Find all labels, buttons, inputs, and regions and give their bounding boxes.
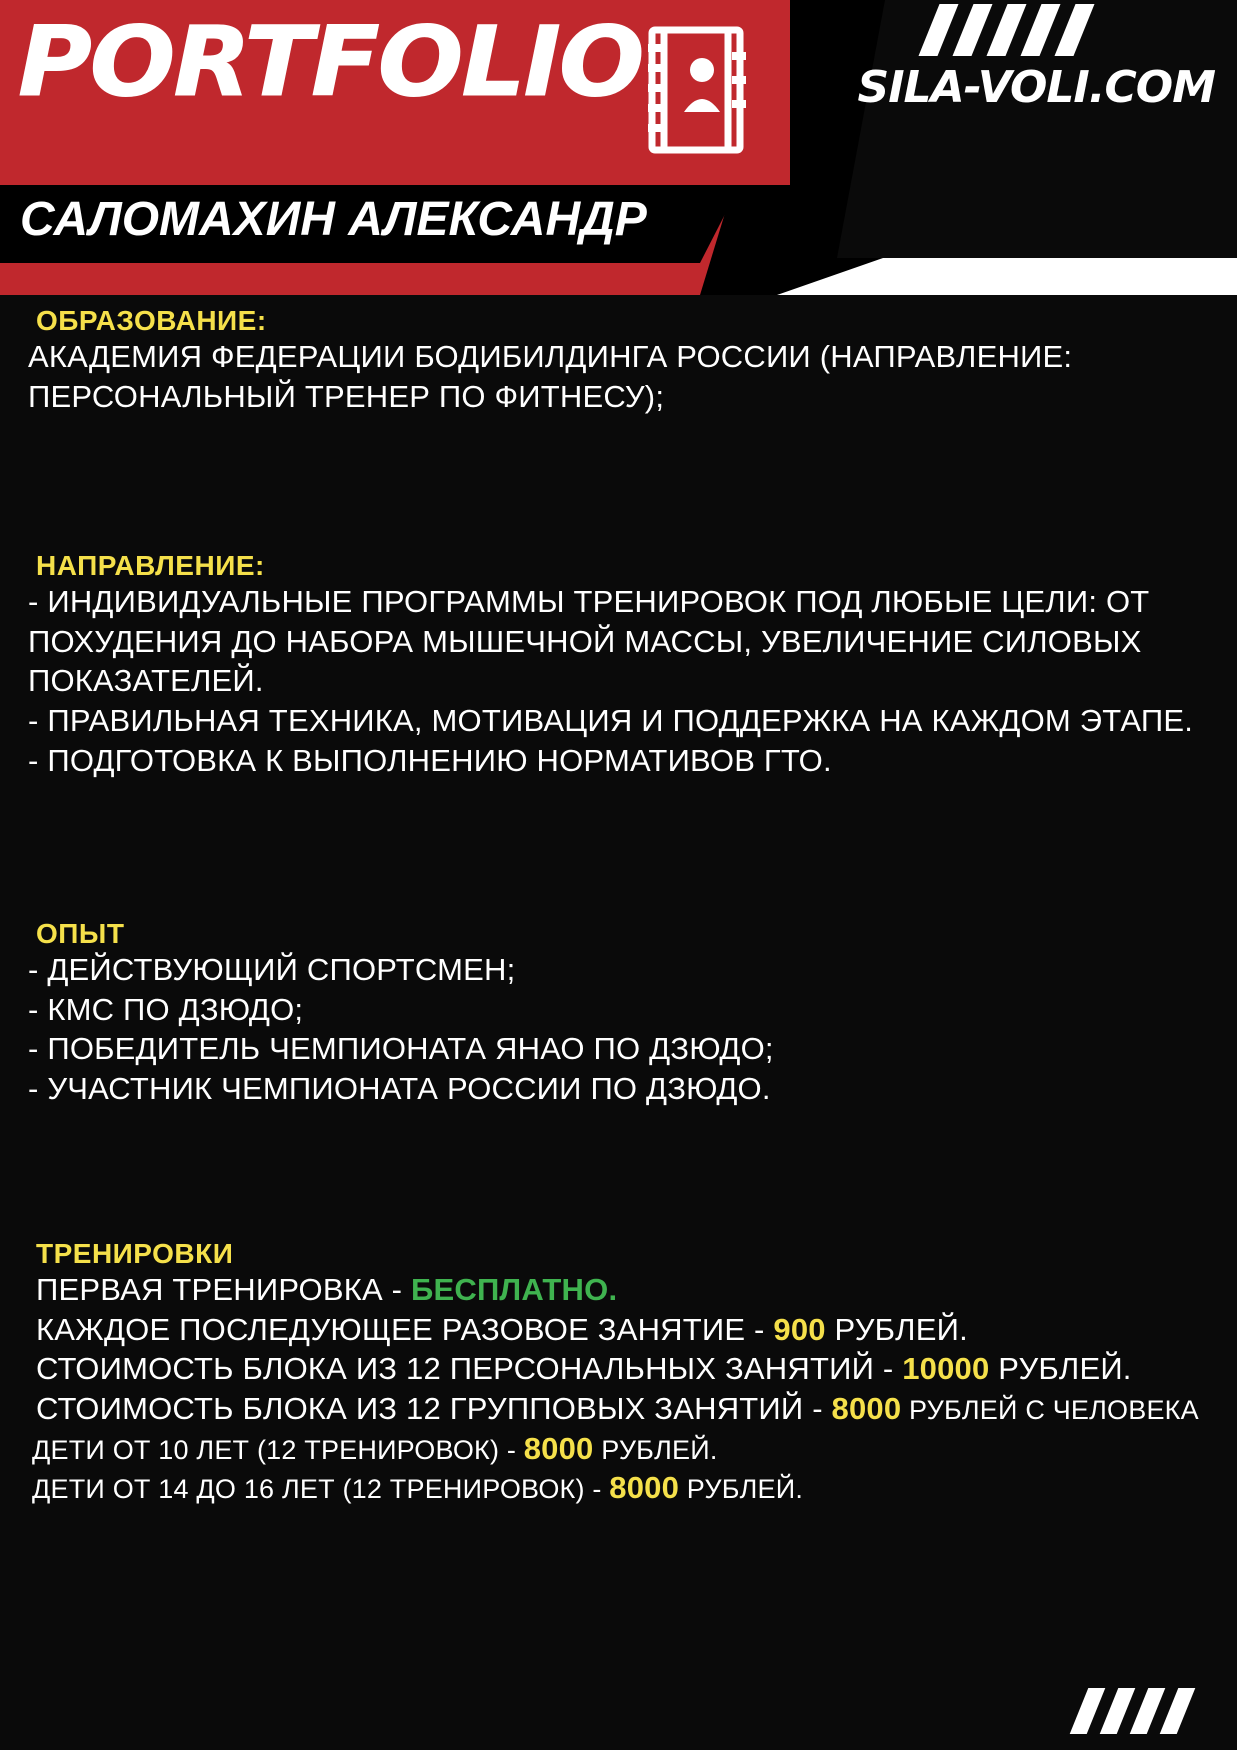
- price-row-before: ПЕРВАЯ ТРЕНИРОВКА -: [36, 1272, 411, 1307]
- price-row-after: РУБЛЕЙ.: [679, 1474, 804, 1505]
- price-row-value: БЕСПЛАТНО.: [411, 1272, 618, 1307]
- price-row-value: 10000: [902, 1351, 990, 1387]
- price-row-value: 8000: [831, 1391, 902, 1427]
- direction-line-4: - ПРАВИЛЬНАЯ ТЕХНИКА, МОТИВАЦИЯ И ПОДДЕРЖКА НА КАЖДОМ ЭТАПЕ.: [28, 703, 1194, 739]
- slash-decoration: [929, 4, 1089, 56]
- price-row: [0, 1310, 1237, 1350]
- education-line-1: АКАДЕМИЯ ФЕДЕРАЦИИ БОДИБИЛДИНГА РОССИИ (НАПРАВЛЕНИЕ:: [28, 339, 1073, 374]
- section-experience: [0, 918, 1237, 1109]
- price-row-value: 8000: [523, 1430, 594, 1466]
- experience-title: ОПЫТ: [36, 918, 125, 949]
- direction-line-2: ПОХУДЕНИЯ ДО НАБОРА МЫШЕЧНОЙ МАССЫ, УВЕЛИЧЕНИЕ СИЛОВЫХ: [28, 623, 1142, 659]
- price-row: [0, 1389, 1237, 1429]
- price-row: [0, 1429, 1237, 1469]
- page-header: [0, 0, 1237, 295]
- experience-line-4: - УЧАСТНИК ЧЕМПИОНАТА РОССИИ ПО ДЗЮДО.: [28, 1071, 771, 1107]
- footer-slash-decoration: [1079, 1688, 1219, 1734]
- price-row-after: РУБЛЕЙ.: [825, 1311, 968, 1347]
- direction-line-5: - ПОДГОТОВКА К ВЫПОЛНЕНИЮ НОРМАТИВОВ ГТО.: [28, 742, 832, 778]
- price-row: [0, 1349, 1237, 1389]
- page-title: PORTFOLIO: [18, 6, 643, 118]
- address-book-icon: [648, 26, 754, 154]
- experience-line-3: - ПОБЕДИТЕЛЬ ЧЕМПИОНАТА ЯНАО ПО ДЗЮДО;: [28, 1031, 774, 1067]
- experience-line-1: - ДЕЙСТВУЮЩИЙ СПОРТСМЕН;: [28, 952, 516, 987]
- section-education: [0, 305, 1237, 416]
- price-row-before: КАЖДОЕ ПОСЛЕДУЮЩЕЕ РАЗОВОЕ ЗАНЯТИЕ -: [36, 1311, 774, 1347]
- direction-title: НАПРАВЛЕНИЕ:: [36, 550, 265, 581]
- training-title: ТРЕНИРОВКИ: [36, 1238, 234, 1269]
- direction-line-1: - ИНДИВИДУАЛЬНЫЕ ПРОГРАММЫ ТРЕНИРОВОК ПОД ЛЮБЫЕ ЦЕЛИ: ОТ: [28, 584, 1150, 619]
- price-row-value: 900: [773, 1311, 826, 1347]
- price-row: [0, 1270, 1237, 1310]
- price-row-before: СТОИМОСТЬ БЛОКА ИЗ 12 ГРУППОВЫХ ЗАНЯТИЙ -: [36, 1391, 832, 1427]
- website-label[interactable]: SILA-VOLI.COM: [857, 62, 1215, 113]
- trainer-name: САЛОМАХИН АЛЕКСАНДР: [20, 193, 647, 246]
- price-row-after: РУБЛЕЙ.: [593, 1434, 718, 1465]
- price-row-value: 8000: [609, 1470, 680, 1506]
- price-row: [0, 1468, 1237, 1508]
- price-row-after: РУБЛЕЙ С ЧЕЛОВЕКА: [901, 1395, 1199, 1426]
- experience-line-2: - КМС ПО ДЗЮДО;: [28, 991, 304, 1027]
- price-row-before: СТОИМОСТЬ БЛОКА ИЗ 12 ПЕРСОНАЛЬНЫХ ЗАНЯТИЙ -: [36, 1351, 903, 1387]
- education-title: ОБРАЗОВАНИЕ:: [36, 305, 267, 336]
- section-training: [0, 1238, 1237, 1508]
- direction-line-3: ПОКАЗАТЕЛЕЙ.: [28, 663, 264, 699]
- price-row-after: РУБЛЕЙ.: [989, 1351, 1132, 1387]
- section-direction: [0, 550, 1237, 780]
- education-line-2: ПЕРСОНАЛЬНЫЙ ТРЕНЕР ПО ФИТНЕСУ);: [28, 378, 665, 414]
- price-row-before: ДЕТИ ОТ 10 ЛЕТ (12 ТРЕНИРОВОК) -: [32, 1434, 524, 1465]
- price-row-before: ДЕТИ ОТ 14 ДО 16 ЛЕТ (12 ТРЕНИРОВОК) -: [32, 1474, 610, 1505]
